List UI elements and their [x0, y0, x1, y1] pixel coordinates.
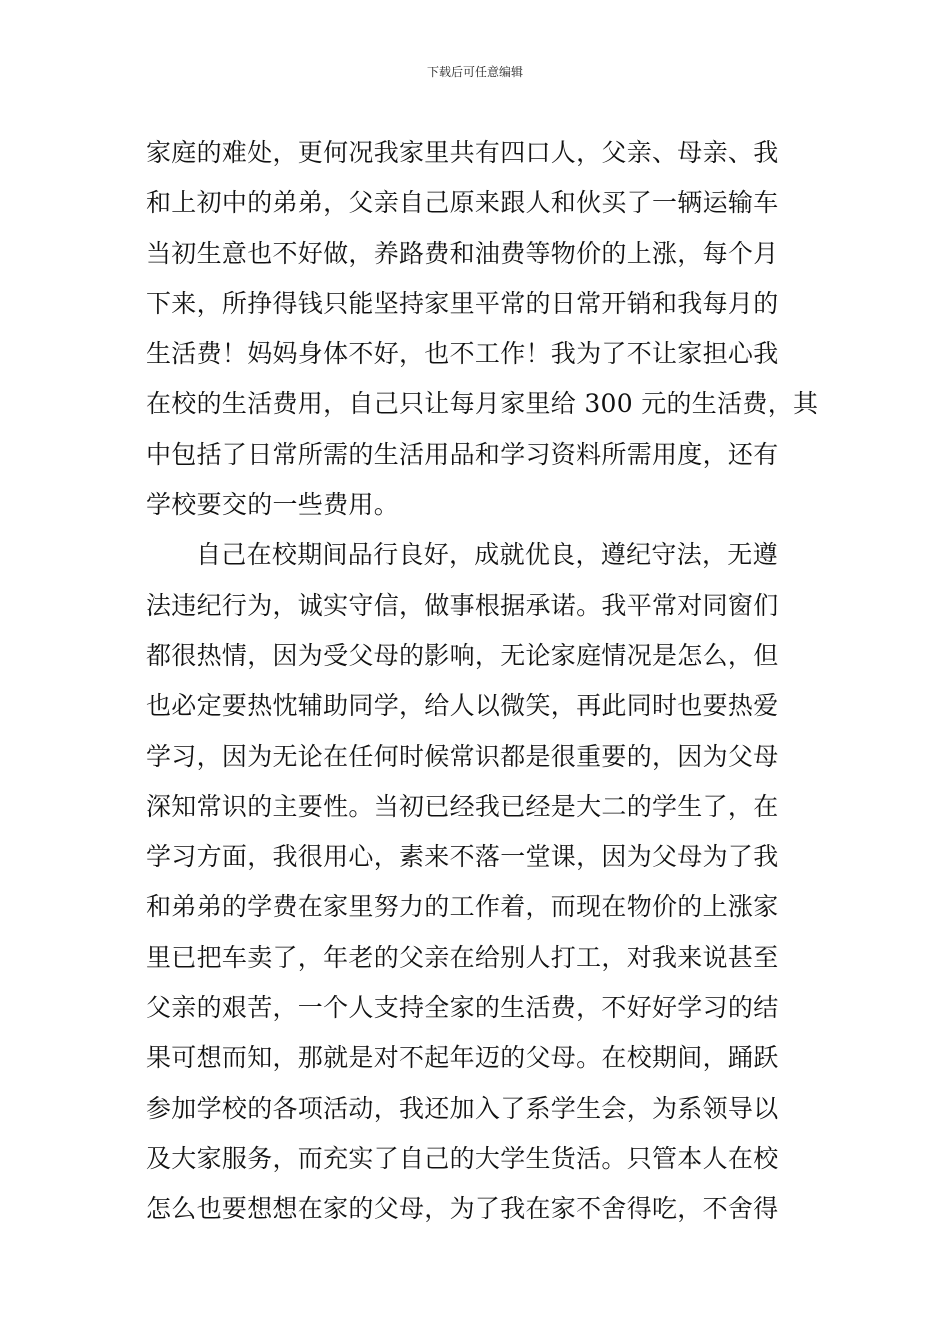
text-line: 法违纪行为，诚实守信，做事根据承诺。我平常对同窗们	[146, 590, 779, 620]
text-line: 和弟弟的学费在家里努力的工作着，而现在物价的上涨家	[146, 892, 779, 922]
text-line: 下来，所挣得钱只能坚持家里平常的日常开销和我每月的	[146, 288, 779, 318]
text-line: 学校要交的一些费用。	[146, 490, 400, 520]
text-line: 父亲的艰苦，一个人支持全家的生活费，不好好学习的结	[146, 993, 779, 1023]
text-line: 当初生意也不好做，养路费和油费等物价的上涨，每个月	[146, 238, 779, 268]
text-line: 怎么也要想想在家的父母，为了我在家不舍得吃，不舍得	[146, 1194, 779, 1224]
text-line: 果可想而知，那就是对不起年迈的父母。在校期间，踊跃	[146, 1043, 779, 1073]
paragraph-first-line: 自己在校期间品行良好，成就优良，遵纪守法，无遵	[196, 540, 778, 570]
text-line: 及大家服务，而充实了自己的大学生货活。只管本人在校	[146, 1143, 779, 1173]
page-header: 下载后可任意编辑	[426, 65, 523, 79]
text-line: 都很热情，因为受父母的影响，无论家庭情况是怎么，但	[146, 640, 779, 670]
text-line: 参加学校的各项活动，我还加入了系学生会，为系领导以	[146, 1093, 779, 1123]
text-line: 和上初中的弟弟，父亲自己原来跟人和伙买了一辆运输车	[146, 188, 779, 218]
text-line: 学习方面，我很用心，素来不落一堂课，因为父母为了我	[146, 842, 779, 872]
text-line: 里已把车卖了，年老的父亲在给别人打工，对我来说甚至	[146, 942, 779, 972]
text-line: 也必定要热忱辅助同学，给人以微笑，再此同时也要热爱	[146, 691, 779, 721]
text-line: 在校的生活费用，自己只让每月家里给 300 元的生活费，其	[146, 389, 819, 419]
text-line: 学习，因为无论在任何时候常识都是很重要的，因为父母	[146, 741, 779, 771]
text-line: 中包括了日常所需的生活用品和学习资料所需用度，还有	[146, 439, 779, 469]
text-line: 生活费！妈妈身体不好，也不工作！我为了不让家担心我	[146, 339, 779, 369]
body-text	[146, 128, 819, 1235]
text-line: 深知常识的主要性。当初已经我已经是大二的学生了，在	[146, 791, 779, 821]
text-line: 家庭的难处，更何况我家里共有四口人，父亲、母亲、我	[146, 138, 779, 167]
